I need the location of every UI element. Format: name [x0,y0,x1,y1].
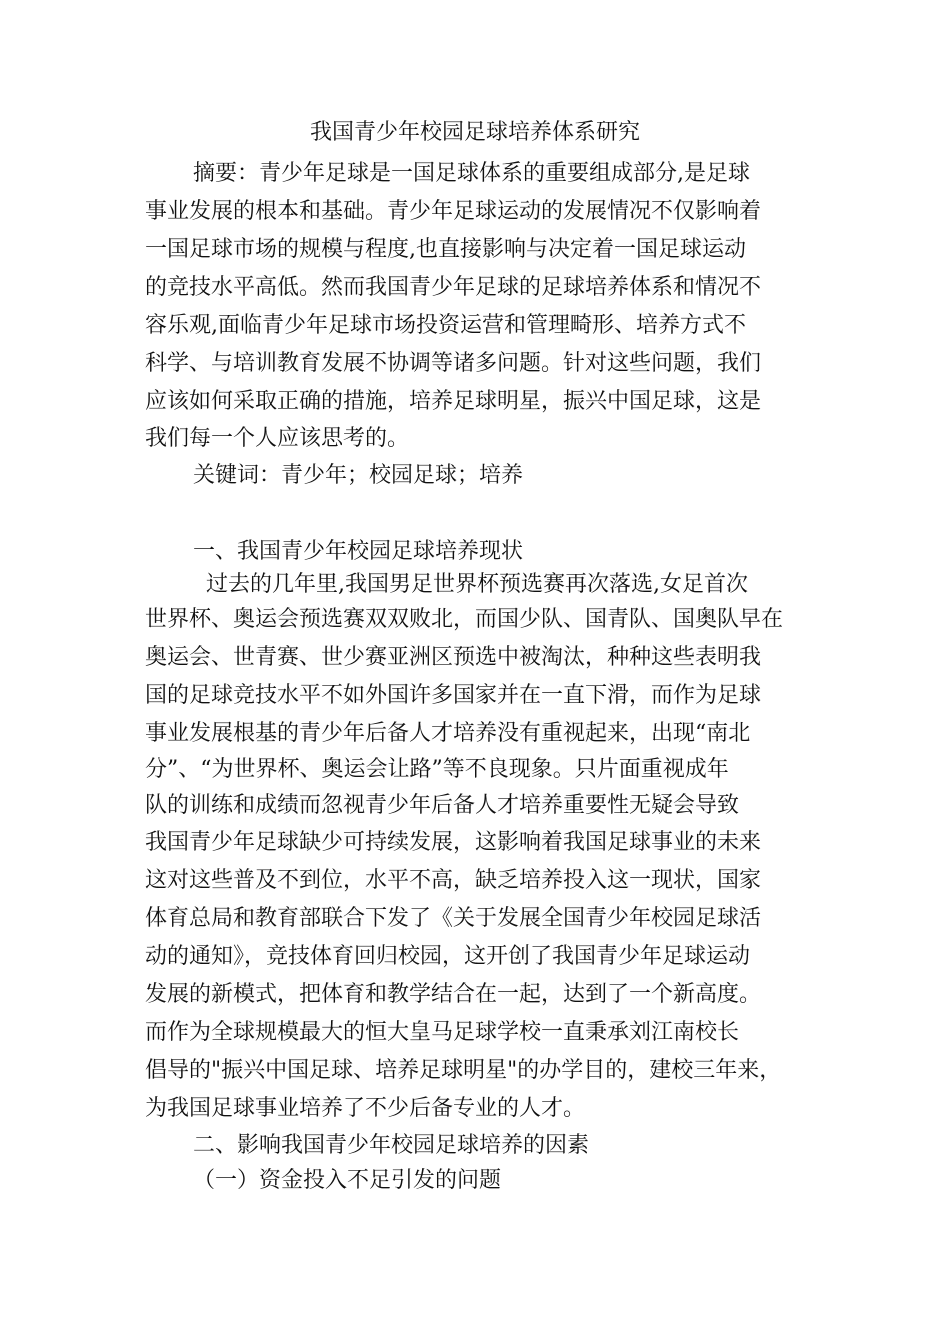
abstract-line: 事业发展的根本和基础。青少年足球运动的发展情况不仅影响着 [145,199,762,224]
body-line: 为我国足球事业培养了不少后备专业的人才。 [145,1096,586,1121]
body-line: 国的足球竞技水平不如外国许多国家并在一直下滑，而作为足球 [145,683,762,708]
abstract-line: 我们每一个人应该思考的。 [145,426,410,451]
document-title: 我国青少年校园足球培养体系研究 [309,120,640,145]
body-line: 事业发展根基的青少年后备人才培养没有重视起来，出现“南北 [145,721,751,746]
body-line: 世界杯、奥运会预选赛双双败北，而国少队、国青队、国奥队早在 [145,607,784,632]
section-heading: 二、影响我国青少年校园足球培养的因素 [193,1133,590,1158]
body-line: 过去的几年里,我国男足世界杯预选赛再次落选,女足首次 [206,572,748,597]
abstract-line: 一国足球市场的规模与程度,也直接影响与决定着一国足球运动 [145,237,746,262]
body-line: 体育总局和教育部联合下发了《关于发展全国青少年校园足球活 [145,906,762,931]
abstract-line: 容乐观,面临青少年足球市场投资运营和管理畸形、培养方式不 [145,313,746,338]
body-line: 分”、“为世界杯、奥运会让路”等不良现象。只片面重视成年 [145,757,729,782]
body-line: 倡导的"振兴中国足球、培养足球明星"的办学目的，建校三年来， [145,1058,782,1083]
body-line: 我国青少年足球缺少可持续发展，这影响着我国足球事业的未来 [145,830,762,855]
abstract-line: 应该如何采取正确的措施，培养足球明星，振兴中国足球，这是 [145,389,762,414]
keywords: 关键词：青少年；校园足球；培养 [193,463,524,488]
body-line: 这对这些普及不到位，水平不高，缺乏培养投入这一现状，国家 [145,868,762,893]
body-line: 动的通知》，竞技体育回归校园，这开创了我国青少年足球运动 [145,944,751,969]
section-heading: 一、我国青少年校园足球培养现状 [193,539,524,564]
abstract-line: 摘要：青少年足球是一国足球体系的重要组成部分,是足球 [193,161,750,186]
body-line: 而作为全球规模最大的恒大皇马足球学校一直秉承刘江南校长 [145,1020,740,1045]
body-line: 队的训练和成绩而忽视青少年后备人才培养重要性无疑会导致 [145,793,740,818]
body-line: 发展的新模式，把体育和教学结合在一起，达到了一个新高度。 [145,982,762,1007]
subsection-heading: （一）资金投入不足引发的问题 [193,1168,502,1193]
abstract-line: 科学、与培训教育发展不协调等诸多问题。针对这些问题，我们 [145,351,762,376]
body-line: 奥运会、世青赛、世少赛亚洲区预选中被淘汰，种种这些表明我 [145,645,762,670]
abstract-line: 的竞技水平高低。然而我国青少年足球的足球培养体系和情况不 [145,275,762,300]
